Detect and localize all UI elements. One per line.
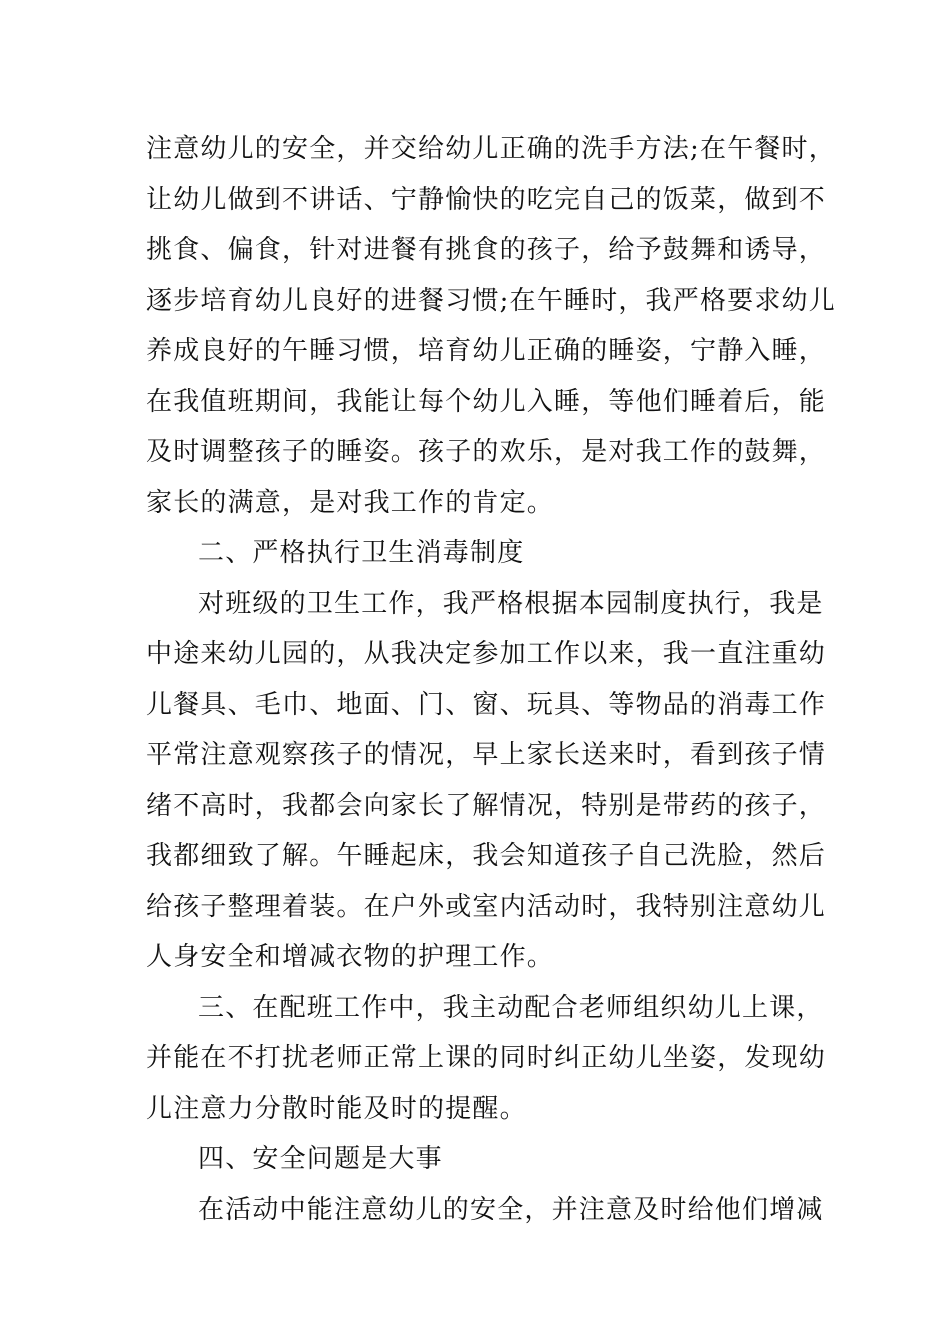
- text-line: 儿注意力分散时能及时的提醒。: [146, 1093, 527, 1124]
- text-line: 平常注意观察孩子的情况，早上家长送来时，看到孩子情: [146, 740, 827, 770]
- text-line: 我都细致了解。午睡起床，我会知道孩子自己洗脸，然后: [146, 841, 827, 871]
- text-line: 人身安全和增减衣物的护理工作。: [146, 942, 555, 972]
- text-line: 让幼儿做到不讲话、宁静愉快的吃完自己的饭菜，做到不: [146, 184, 827, 215]
- text-line: 儿餐具、毛巾、地面、门、窗、玩具、等物品的消毒工作: [146, 689, 827, 720]
- document-body: [146, 124, 836, 1235]
- text-line: 绪不高时，我都会向家长了解情况，特别是带药的孩子，: [146, 790, 827, 821]
- text-line: 在活动中能注意幼儿的安全，并注意及时给他们增减: [198, 1194, 824, 1225]
- text-line: 中途来幼儿园的，从我决定参加工作以来，我一直注重幼: [146, 639, 827, 669]
- text-line: 对班级的卫生工作，我严格根据本园制度执行，我是: [198, 588, 824, 619]
- text-line: 在我值班期间，我能让每个幼儿入睡，等他们睡着后，能: [146, 386, 827, 417]
- section-heading: 四、安全问题是大事: [198, 1144, 443, 1174]
- section-heading: 三、在配班工作中，我主动配合老师组织幼儿上课，: [198, 992, 824, 1023]
- section-heading: 二、严格执行卫生消毒制度: [198, 538, 525, 568]
- text-line: 及时调整孩子的睡姿。孩子的欢乐，是对我工作的鼓舞，: [146, 437, 827, 467]
- text-line: 挑食、偏食，针对进餐有挑食的孩子，给予鼓舞和诱导，: [146, 235, 827, 265]
- text-line: 并能在不打扰老师正常上课的同时纠正幼儿坐姿，发现幼: [146, 1043, 827, 1073]
- text-line: 给孩子整理着装。在户外或室内活动时，我特别注意幼儿: [146, 891, 827, 922]
- text-line: 注意幼儿的安全，并交给幼儿正确的洗手方法;在午餐时，: [146, 134, 836, 164]
- text-line: 逐步培育幼儿良好的进餐习惯;在午睡时，我严格要求幼儿: [146, 285, 836, 316]
- text-line: 家长的满意，是对我工作的肯定。: [146, 487, 555, 518]
- text-line: 养成良好的午睡习惯，培育幼儿正确的睡姿，宁静入睡，: [146, 336, 827, 366]
